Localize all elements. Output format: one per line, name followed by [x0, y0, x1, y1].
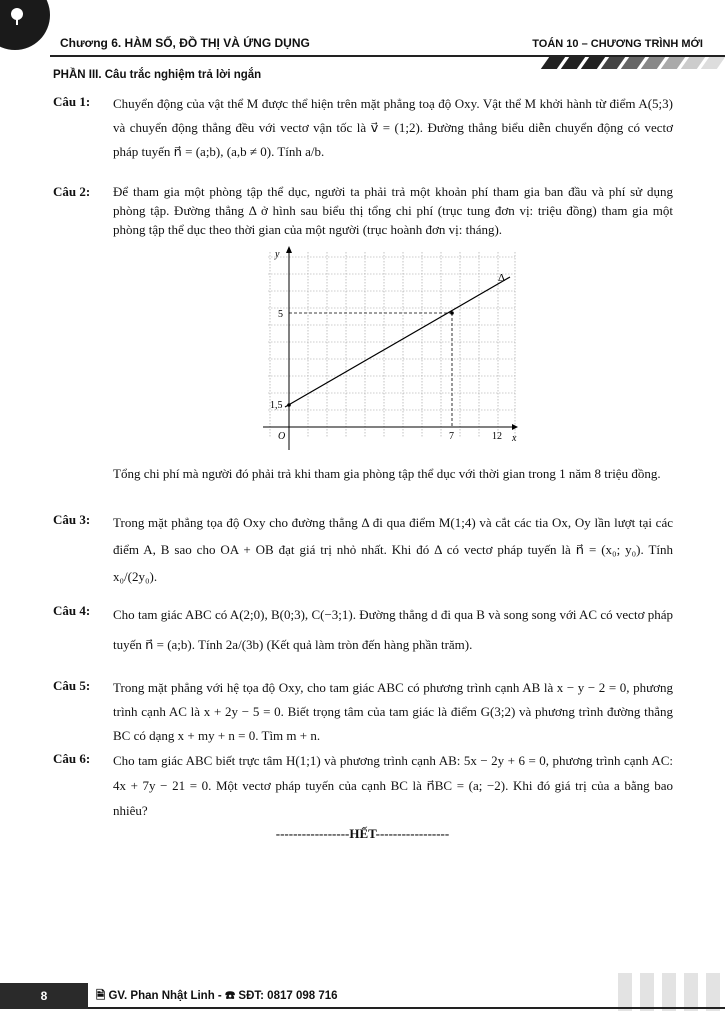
y-tick-1-5: 1,5 [270, 400, 283, 411]
question-2-label: Câu 2: [53, 184, 91, 199]
question-2-text: Để tham gia một phòng tập thể dục, người ta phải trả một khoản phí tham gia ban đầu và phí sử dụng phòng tập. Đường thẳng Δ ở hình sau biểu thị tổng chi phí (trục tung đơn vị: triệu đồng) tham gia một phòng tập thể dục theo thời gian của một người (trục hoành đơn vị: tháng). [113, 184, 673, 237]
author-name: GV. Phan Nhật Linh - [108, 990, 222, 1002]
footer-divider [88, 1007, 725, 1009]
x-axis-label: x [512, 433, 517, 444]
logo-badge [0, 0, 50, 50]
line-label: Δ [498, 272, 506, 284]
question-4-label: Câu 4: [53, 603, 91, 618]
tree-icon [6, 6, 28, 28]
x-tick-7: 7 [449, 431, 454, 442]
question-2-text-continued: Tổng chi phí mà người đó phải trả khi tham gia phòng tập thể dục với thời gian trong 1 năm 8 triệu đồng. [113, 466, 661, 481]
course-title: TOÁN 10 – CHƯƠNG TRÌNH MỚI [532, 38, 703, 50]
question-5-label: Câu 5: [53, 678, 91, 693]
question-6-label: Câu 6: [53, 751, 91, 766]
section-title: PHẦN III. Câu trắc nghiệm trả lời ngắn [53, 69, 262, 81]
question-3-label: Câu 3: [53, 512, 91, 527]
phone-number: ☎ SĐT: 0817 098 716 [224, 990, 338, 1002]
chapter-title: Chương 6. HÀM SỐ, ĐỒ THỊ VÀ ỨNG DỤNG [60, 36, 310, 50]
page-footer [0, 983, 725, 1011]
page-number: 8 [0, 983, 88, 1009]
y-axis-label: y [275, 249, 280, 260]
header-stripes [535, 57, 725, 69]
end-marker: -----------------HẾT----------------- [275, 826, 450, 841]
x-tick-12: 12 [492, 431, 502, 442]
cost-graph [260, 245, 520, 455]
origin-label: O [278, 431, 286, 442]
document-icon: 🗎 [96, 990, 106, 1002]
question-4-text: Cho tam giác ABC có A(2;0), B(0;3), C(−3;1). Đường thẳng d đi qua B và song song với AC có vectơ pháp tuyến n⃗ = (a;b). Tính 2a/(3b) (Kết quả làm tròn đến hàng phần trăm). [113, 607, 673, 652]
question-1-label: Câu 1: [53, 94, 91, 109]
question-3-text: Trong mặt phẳng tọa độ Oxy cho đường thẳng Δ đi qua điểm M(1;4) và cắt các tia Ox, Oy lần lượt tại các điểm A, B sao cho OA + OB đạt giá trị nhỏ nhất. Khi đó Δ có vectơ pháp tuyến là n⃗ = (x₀; y₀). Tính x₀/(2y₀). [113, 515, 673, 584]
question-1-text: Chuyển động của vật thể M được thể hiện trên mặt phẳng toạ độ Oxy. Vật thể M khởi hành từ điểm A(5;3) và chuyển động thẳng đều với vectơ vận tốc là v⃗ = (1;2). Đường thẳng biểu diễn chuyển động có vectơ pháp tuyến n⃗ = (a;b), (a,b ≠ 0). Tính a/b. [113, 96, 673, 159]
question-5-text: Trong mặt phẳng với hệ tọa độ Oxy, cho tam giác ABC có phương trình cạnh AB là x − y − 2 = 0, phương trình cạnh AC là x + 2y − 5 = 0. Biết trọng tâm của tam giác là điểm G(3;2) và phương trình đường thẳng BC có dạng x + my + n = 0. Tìm m + n. [113, 680, 673, 743]
footer-author-line [96, 988, 338, 1007]
question-6-text: Cho tam giác ABC biết trực tâm H(1;1) và phương trình cạnh AB: 5x − 2y + 6 = 0, phương trình cạnh AC: 4x + 7y − 21 = 0. Một vectơ pháp tuyến của cạnh BC là n⃗BC = (a; −2). Khi đó giá trị của a bằng bao nhiêu? [113, 753, 673, 818]
y-tick-5: 5 [278, 309, 283, 320]
